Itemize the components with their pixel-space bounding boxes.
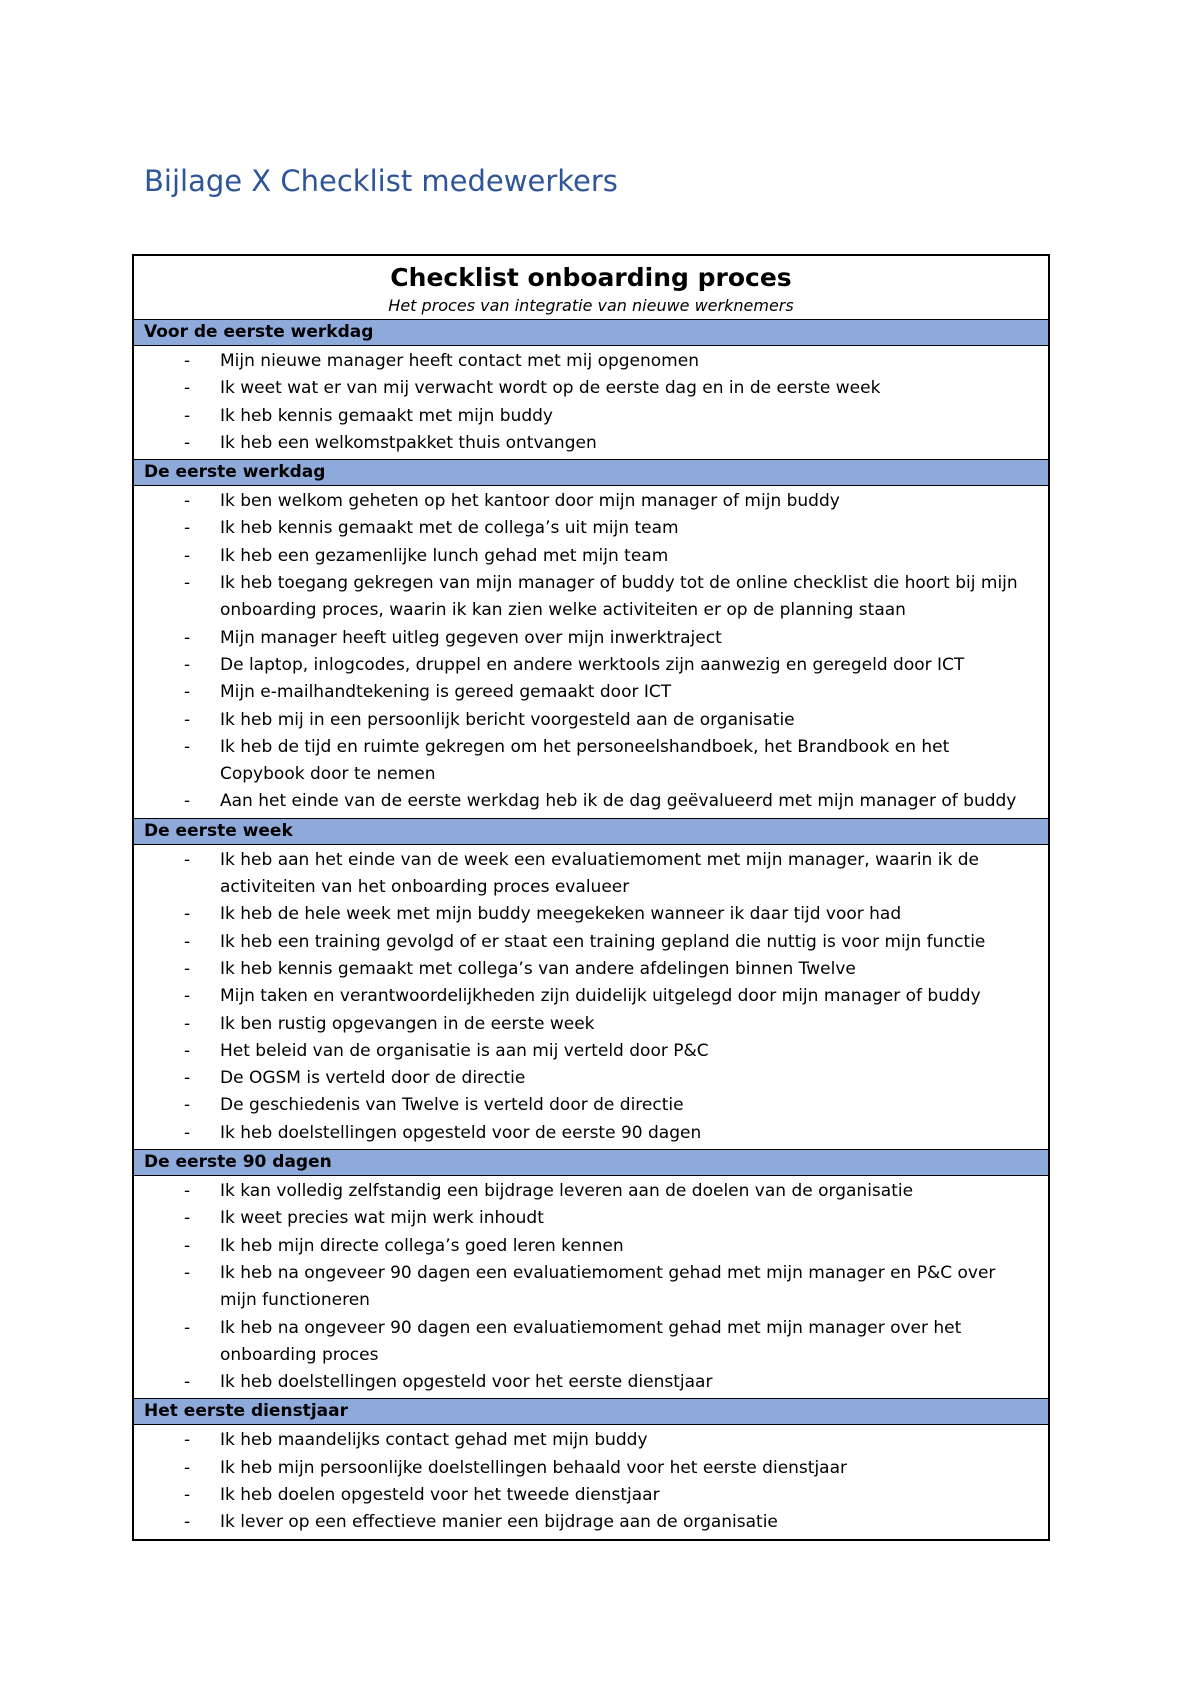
list-item: - Ik heb na ongeveer 90 dagen een evaluatiemoment gehad met mijn manager over het onboarding proces	[134, 1315, 1048, 1370]
section-body-voor-eerste-werkdag	[134, 346, 1048, 460]
list-item: - Mijn nieuwe manager heeft contact met mij opgenomen	[134, 348, 1048, 375]
list-item: - Ik weet wat er van mij verwacht wordt op de eerste dag en in de eerste week	[134, 375, 1048, 402]
section-body-eerste-dienstjaar	[134, 1425, 1048, 1538]
list-item: - Ik heb een welkomstpakket thuis ontvangen	[134, 430, 1048, 457]
page-heading: Bijlage X Checklist medewerkers	[144, 164, 618, 198]
item-list	[134, 488, 1048, 816]
list-item: - De laptop, inlogcodes, druppel en andere werktools zijn aanwezig en geregeld door ICT	[134, 652, 1048, 679]
list-item: - Ik heb mijn persoonlijke doelstellingen behaald voor het eerste dienstjaar	[134, 1455, 1048, 1482]
item-list	[134, 847, 1048, 1147]
section-header-voor-eerste-werkdag: Voor de eerste werkdag	[134, 320, 1048, 346]
list-item: - Het beleid van de organisatie is aan mij verteld door P&C	[134, 1038, 1048, 1065]
list-item: - Ik heb na ongeveer 90 dagen een evaluatiemoment gehad met mijn manager en P&C over mijn functioneren	[134, 1260, 1048, 1315]
list-item: - Mijn e-mailhandtekening is gereed gemaakt door ICT	[134, 679, 1048, 706]
list-item: - Ik heb kennis gemaakt met de collega’s uit mijn team	[134, 515, 1048, 542]
checklist-title-block	[134, 256, 1048, 320]
checklist-table	[132, 254, 1050, 1541]
item-list	[134, 348, 1048, 457]
list-item: - De geschiedenis van Twelve is verteld door de directie	[134, 1092, 1048, 1119]
list-item: - Mijn manager heeft uitleg gegeven over mijn inwerktraject	[134, 625, 1048, 652]
list-item: - Ik heb toegang gekregen van mijn manager of buddy tot de online checklist die hoort bij mijn onboarding proces, waarin ik kan zien welke activiteiten er op de planning staan	[134, 570, 1048, 625]
list-item: - Ik heb een training gevolgd of er staat een training gepland die nuttig is voor mijn functie	[134, 929, 1048, 956]
list-item: - Ik heb mijn directe collega’s goed leren kennen	[134, 1233, 1048, 1260]
list-item: - Ik heb doelen opgesteld voor het tweede dienstjaar	[134, 1482, 1048, 1509]
item-list	[134, 1427, 1048, 1536]
list-item: - Ik heb de hele week met mijn buddy meegekeken wanneer ik daar tijd voor had	[134, 901, 1048, 928]
list-item: - Ik ben rustig opgevangen in de eerste week	[134, 1011, 1048, 1038]
section-body-eerste-week	[134, 845, 1048, 1150]
section-body-eerste-werkdag	[134, 486, 1048, 819]
list-item: - Ik heb kennis gemaakt met collega’s van andere afdelingen binnen Twelve	[134, 956, 1048, 983]
list-item: - Ik heb kennis gemaakt met mijn buddy	[134, 403, 1048, 430]
list-item: - Aan het einde van de eerste werkdag heb ik de dag geëvalueerd met mijn manager of buddy	[134, 788, 1048, 815]
list-item: - Ik heb aan het einde van de week een evaluatiemoment met mijn manager, waarin ik de activiteiten van het onboarding proces evalueer	[134, 847, 1048, 902]
list-item: - Ik kan volledig zelfstandig een bijdrage leveren aan de doelen van de organisatie	[134, 1178, 1048, 1205]
list-item: - Ik heb maandelijks contact gehad met mijn buddy	[134, 1427, 1048, 1454]
list-item: - Ik heb doelstellingen opgesteld voor de eerste 90 dagen	[134, 1120, 1048, 1147]
section-header-eerste-week: De eerste week	[134, 819, 1048, 845]
checklist-title: Checklist onboarding proces	[390, 263, 792, 292]
list-item: - De OGSM is verteld door de directie	[134, 1065, 1048, 1092]
section-body-eerste-90-dagen	[134, 1176, 1048, 1399]
list-item: - Ik heb de tijd en ruimte gekregen om het personeelshandboek, het Brandbook en het Copybook door te nemen	[134, 734, 1048, 789]
list-item: - Ik heb doelstellingen opgesteld voor het eerste dienstjaar	[134, 1369, 1048, 1396]
checklist-subtitle: Het proces van integratie van nieuwe werknemers	[388, 296, 794, 315]
section-header-eerste-werkdag: De eerste werkdag	[134, 460, 1048, 486]
list-item: - Ik heb een gezamenlijke lunch gehad met mijn team	[134, 543, 1048, 570]
list-item: - Mijn taken en verantwoordelijkheden zijn duidelijk uitgelegd door mijn manager of buddy	[134, 983, 1048, 1010]
list-item: - Ik weet precies wat mijn werk inhoudt	[134, 1205, 1048, 1232]
section-header-eerste-dienstjaar: Het eerste dienstjaar	[134, 1399, 1048, 1425]
item-list	[134, 1178, 1048, 1396]
list-item: - Ik ben welkom geheten op het kantoor door mijn manager of mijn buddy	[134, 488, 1048, 515]
list-item: - Ik lever op een effectieve manier een bijdrage aan de organisatie	[134, 1509, 1048, 1536]
section-header-eerste-90-dagen: De eerste 90 dagen	[134, 1150, 1048, 1176]
list-item: - Ik heb mij in een persoonlijk bericht voorgesteld aan de organisatie	[134, 707, 1048, 734]
